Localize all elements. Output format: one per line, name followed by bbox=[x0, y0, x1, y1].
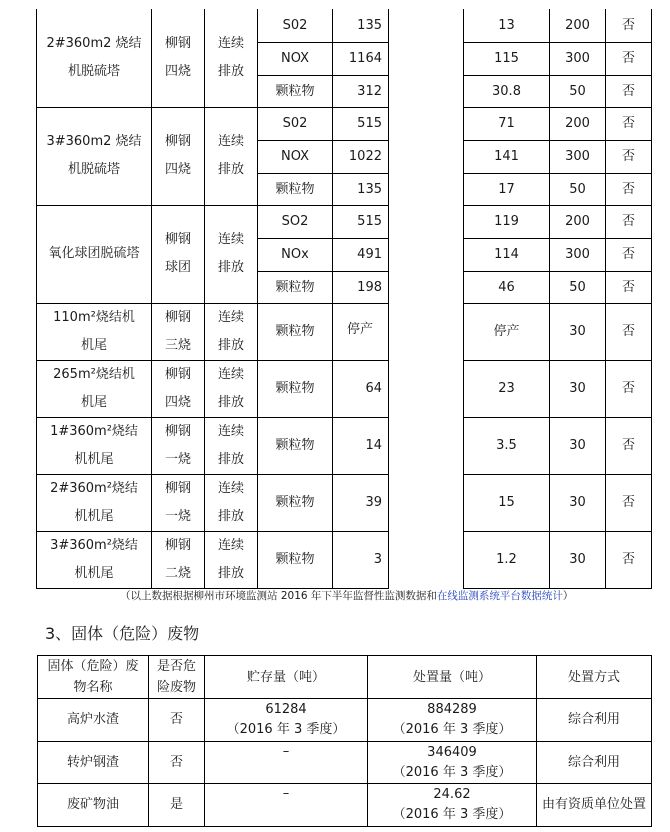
blank-column bbox=[389, 42, 464, 75]
limit-value: 30 bbox=[550, 531, 606, 588]
disposal-value: 884289 bbox=[427, 702, 477, 717]
limit-value: 200 bbox=[550, 107, 606, 140]
disposal-method: 综合利用 bbox=[537, 699, 652, 742]
hazard-flag: 是 bbox=[149, 784, 205, 827]
emission-source: 110m²烧结机机尾 bbox=[37, 303, 152, 360]
emission-unit: 柳钢一烧 bbox=[152, 417, 205, 474]
emission-value: 64 bbox=[333, 360, 389, 417]
limit-value: 200 bbox=[550, 9, 606, 42]
disposal-period: （2016 年 3 季度） bbox=[392, 764, 512, 780]
table-row bbox=[37, 9, 652, 42]
pollutant-name: NOx bbox=[258, 238, 333, 271]
table-row bbox=[37, 474, 652, 531]
data-source-note: （以上数据根据柳州市环境监测站 2016 年下半年监督性监测数据和在线监测系统平台数据统计） bbox=[120, 590, 574, 602]
blank-column bbox=[389, 205, 464, 238]
emission-mode: 连续排放 bbox=[205, 303, 258, 360]
emission-value: 14 bbox=[333, 417, 389, 474]
pollutant-name: 颗粒物 bbox=[258, 417, 333, 474]
limit-value: 300 bbox=[550, 42, 606, 75]
emission-value: 515 bbox=[333, 107, 389, 140]
stock-amount bbox=[205, 784, 368, 827]
stock-period: （2016 年 3 季度） bbox=[226, 722, 346, 737]
emission-source: 3#360m²烧结机机尾 bbox=[37, 531, 152, 588]
emission-value: 515 bbox=[333, 205, 389, 238]
exceed-flag: 否 bbox=[606, 9, 652, 42]
emission-mode: 连续排放 bbox=[205, 205, 258, 303]
table-row bbox=[37, 531, 652, 588]
concentration-value: 3.5 bbox=[464, 417, 550, 474]
column-header: 处置量（吨） bbox=[368, 656, 537, 699]
emission-source: 1#360m²烧结机机尾 bbox=[37, 417, 152, 474]
concentration-value: 30.8 bbox=[464, 75, 550, 107]
blank-column bbox=[389, 238, 464, 271]
column-header: 固体（危险）废物名称 bbox=[38, 656, 149, 699]
limit-value: 30 bbox=[550, 474, 606, 531]
limit-value: 50 bbox=[550, 271, 606, 303]
section-title: 3、固体（危险）废物 bbox=[45, 624, 200, 643]
stock-value: 61284 bbox=[265, 702, 307, 717]
emission-value: 135 bbox=[333, 173, 389, 205]
limit-value: 200 bbox=[550, 205, 606, 238]
stock-amount bbox=[205, 699, 368, 742]
disposal-method: 综合利用 bbox=[537, 742, 652, 784]
emission-source: 2#360m2 烧结机脱硫塔 bbox=[37, 9, 152, 107]
disposal-period: （2016 年 3 季度） bbox=[392, 722, 512, 737]
concentration-value: 1.2 bbox=[464, 531, 550, 588]
concentration-value: 46 bbox=[464, 271, 550, 303]
emission-value: 1022 bbox=[333, 140, 389, 173]
waste-name: 废矿物油 bbox=[38, 784, 149, 827]
emission-value: 1164 bbox=[333, 42, 389, 75]
blank-column bbox=[389, 360, 464, 417]
limit-value: 50 bbox=[550, 173, 606, 205]
concentration-value: 17 bbox=[464, 173, 550, 205]
concentration-value: 13 bbox=[464, 9, 550, 42]
pollutant-name: 颗粒物 bbox=[258, 303, 333, 360]
pollutant-name: 颗粒物 bbox=[258, 173, 333, 205]
pollutant-name: S02 bbox=[258, 9, 333, 42]
disposal-amount bbox=[368, 784, 537, 827]
disposal-amount bbox=[368, 742, 537, 784]
table-row bbox=[37, 107, 652, 140]
emission-value: 135 bbox=[333, 9, 389, 42]
emission-unit: 柳钢四烧 bbox=[152, 9, 205, 107]
blank-column bbox=[389, 417, 464, 474]
concentration-value: 114 bbox=[464, 238, 550, 271]
blank-column bbox=[389, 107, 464, 140]
exceed-flag: 否 bbox=[606, 107, 652, 140]
concentration-value: 23 bbox=[464, 360, 550, 417]
emission-value: 停产 bbox=[333, 303, 389, 360]
pollutant-name: NOX bbox=[258, 42, 333, 75]
concentration-value: 119 bbox=[464, 205, 550, 238]
emission-value: 198 bbox=[333, 271, 389, 303]
table-row bbox=[37, 417, 652, 474]
table-row bbox=[37, 303, 652, 360]
exceed-flag: 否 bbox=[606, 417, 652, 474]
emissions-table bbox=[36, 9, 652, 589]
disposal-amount bbox=[368, 699, 537, 742]
emission-source: 氧化球团脱硫塔 bbox=[37, 205, 152, 303]
emission-unit: 柳钢一烧 bbox=[152, 474, 205, 531]
limit-value: 50 bbox=[550, 75, 606, 107]
emission-unit: 柳钢四烧 bbox=[152, 360, 205, 417]
emission-source: 2#360m²烧结机机尾 bbox=[37, 474, 152, 531]
blank-column bbox=[389, 173, 464, 205]
column-header: 贮存量（吨） bbox=[205, 656, 368, 699]
blank-column bbox=[389, 531, 464, 588]
emission-unit: 柳钢二烧 bbox=[152, 531, 205, 588]
column-header: 是否危险废物 bbox=[149, 656, 205, 699]
emission-value: 312 bbox=[333, 75, 389, 107]
emission-source: 265m²烧结机机尾 bbox=[37, 360, 152, 417]
emission-value: 491 bbox=[333, 238, 389, 271]
table-row bbox=[37, 205, 652, 238]
limit-value: 30 bbox=[550, 360, 606, 417]
pollutant-name: 颗粒物 bbox=[258, 531, 333, 588]
exceed-flag: 否 bbox=[606, 238, 652, 271]
blank-column bbox=[389, 75, 464, 107]
exceed-flag: 否 bbox=[606, 360, 652, 417]
exceed-flag: 否 bbox=[606, 303, 652, 360]
concentration-value: 115 bbox=[464, 42, 550, 75]
limit-value: 300 bbox=[550, 238, 606, 271]
stock-value: – bbox=[282, 786, 290, 801]
pollutant-name: 颗粒物 bbox=[258, 271, 333, 303]
waste-name: 高炉水渣 bbox=[38, 699, 149, 742]
concentration-value: 141 bbox=[464, 140, 550, 173]
stock-value: – bbox=[282, 744, 290, 759]
concentration-value: 71 bbox=[464, 107, 550, 140]
pollutant-name: 颗粒物 bbox=[258, 360, 333, 417]
table-row bbox=[38, 784, 652, 827]
disposal-method: 由有资质单位处置 bbox=[537, 784, 652, 827]
pollutant-name: NOX bbox=[258, 140, 333, 173]
exceed-flag: 否 bbox=[606, 271, 652, 303]
blank-column bbox=[389, 303, 464, 360]
blank-column bbox=[389, 9, 464, 42]
hazard-flag: 否 bbox=[149, 699, 205, 742]
exceed-flag: 否 bbox=[606, 173, 652, 205]
concentration-value: 15 bbox=[464, 474, 550, 531]
blank-column bbox=[389, 271, 464, 303]
column-header: 处置方式 bbox=[537, 656, 652, 699]
table-header-row bbox=[38, 656, 652, 699]
pollutant-name: 颗粒物 bbox=[258, 474, 333, 531]
waste-name: 转炉钢渣 bbox=[38, 742, 149, 784]
pollutant-name: SO2 bbox=[258, 205, 333, 238]
exceed-flag: 否 bbox=[606, 531, 652, 588]
emission-mode: 连续排放 bbox=[205, 9, 258, 107]
disposal-value: 24.62 bbox=[433, 787, 471, 802]
pollutant-name: 颗粒物 bbox=[258, 75, 333, 107]
blank-column bbox=[389, 140, 464, 173]
concentration-value: 停产 bbox=[464, 303, 550, 360]
disposal-period: （2016 年 3 季度） bbox=[392, 807, 512, 822]
emission-unit: 柳钢球团 bbox=[152, 205, 205, 303]
emission-value: 39 bbox=[333, 474, 389, 531]
note-link-text: 在线监测系统平台数据统计 bbox=[436, 590, 563, 602]
emission-mode: 连续排放 bbox=[205, 107, 258, 205]
limit-value: 300 bbox=[550, 140, 606, 173]
limit-value: 30 bbox=[550, 417, 606, 474]
emission-value: 3 bbox=[333, 531, 389, 588]
solid-waste-table bbox=[37, 655, 652, 827]
stock-amount bbox=[205, 742, 368, 784]
table-row bbox=[38, 742, 652, 784]
emission-mode: 连续排放 bbox=[205, 531, 258, 588]
exceed-flag: 否 bbox=[606, 75, 652, 107]
exceed-flag: 否 bbox=[606, 42, 652, 75]
limit-value: 30 bbox=[550, 303, 606, 360]
exceed-flag: 否 bbox=[606, 205, 652, 238]
emission-unit: 柳钢四烧 bbox=[152, 107, 205, 205]
exceed-flag: 否 bbox=[606, 474, 652, 531]
hazard-flag: 否 bbox=[149, 742, 205, 784]
disposal-value: 346409 bbox=[427, 744, 477, 760]
emission-mode: 连续排放 bbox=[205, 417, 258, 474]
emission-source: 3#360m2 烧结机脱硫塔 bbox=[37, 107, 152, 205]
emission-mode: 连续排放 bbox=[205, 360, 258, 417]
blank-column bbox=[389, 474, 464, 531]
exceed-flag: 否 bbox=[606, 140, 652, 173]
pollutant-name: S02 bbox=[258, 107, 333, 140]
emission-unit: 柳钢三烧 bbox=[152, 303, 205, 360]
emission-mode: 连续排放 bbox=[205, 474, 258, 531]
table-row bbox=[38, 699, 652, 742]
table-row bbox=[37, 360, 652, 417]
